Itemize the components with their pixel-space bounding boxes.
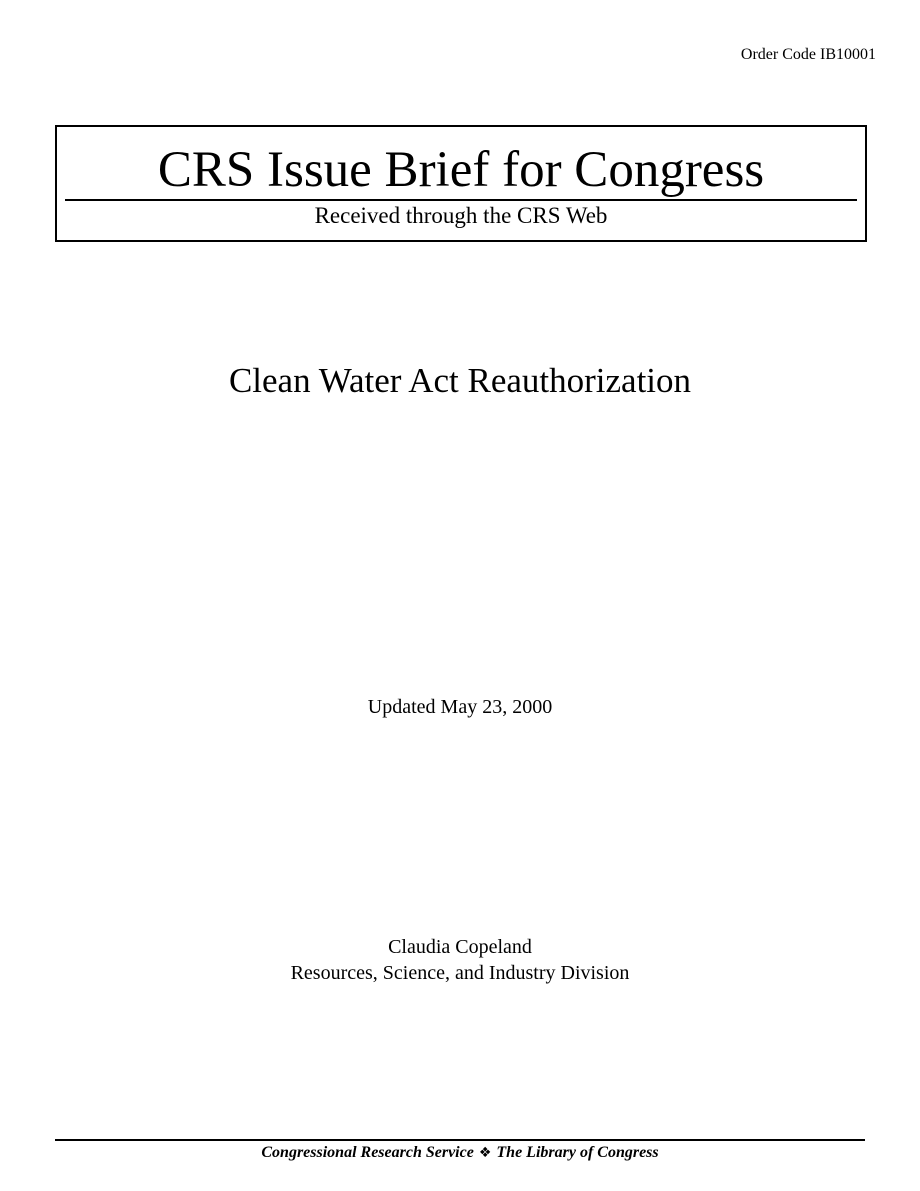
header-divider [65,199,857,201]
order-code: Order Code IB10001 [740,46,876,63]
header-title: CRS Issue Brief for Congress [157,142,765,198]
author-name: Claudia Copeland [388,936,532,958]
footer [0,1143,920,1163]
document-title: Clean Water Act Reauthorization [228,361,692,400]
footer-left-text: Congressional Research Service [261,1144,474,1161]
footer-right-text: The Library of Congress [496,1144,659,1161]
updated-date: Updated May 23, 2000 [367,696,553,718]
diamond-ornament-icon: ❖ [478,1145,492,1161]
author-division: Resources, Science, and Industry Division [290,962,630,984]
footer-divider [55,1139,865,1141]
header-subtitle: Received through the CRS Web [314,203,608,228]
header-box [55,125,867,242]
